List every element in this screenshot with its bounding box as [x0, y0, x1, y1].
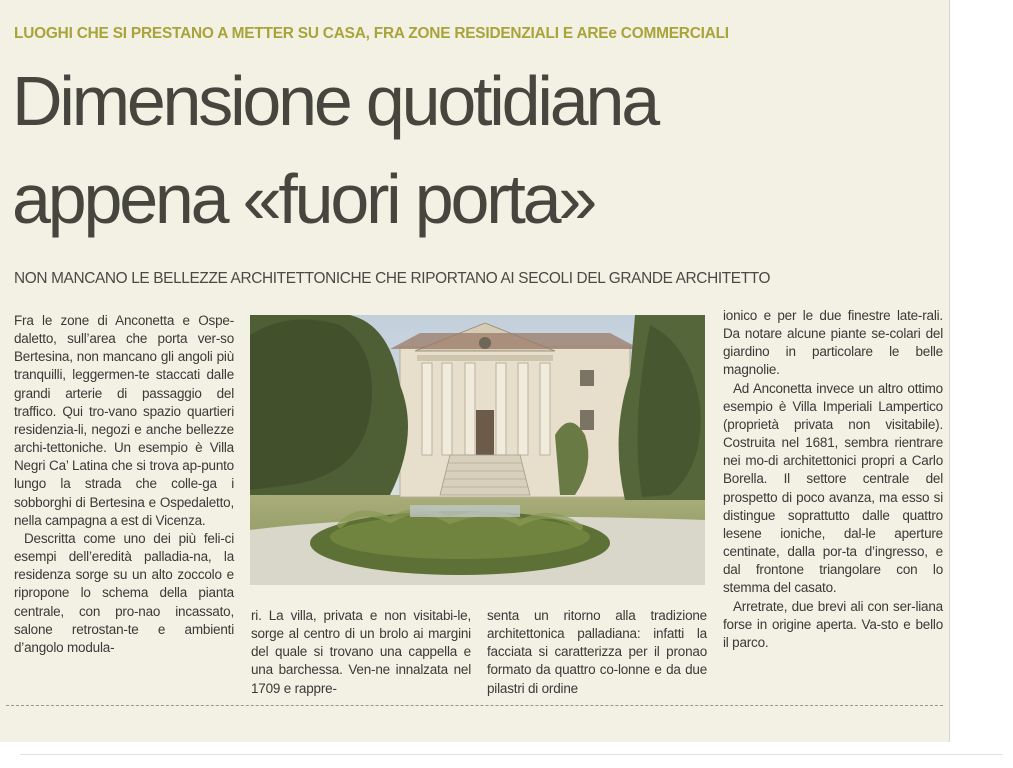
- paragraph: Fra le zone di Anconetta e Ospe-daletto, sull’area che porta ver-so Bertesina, non mancano gli angoli più tranquilli, leggermen-te staccati dalle grandi arterie di passaggio del traffico. Qui tro-vano spazio quartieri residenzia-li, negozi e anche bellezze archi-tettoniche. Un esempio è Villa Negri Ca’ Latina che si trova ap-punto lungo la strada che colle-ga i sobborghi di Bertesina e Ospedaletto, nella campagna a est di Vicenza.: [14, 313, 234, 528]
- text-column-3: [487, 607, 707, 698]
- paragraph: senta un ritorno alla tradizione architettonica palladiana: infatti la facciata si caratterizza per il pronao formato da quattro co-lonne e da due pilastri di ordine: [487, 608, 707, 696]
- kicker: LUOGHI CHE SI PRESTANO A METTER SU CASA, FRA ZONE RESIDENZIALI E AREe COMMERCIALI: [14, 25, 729, 42]
- paragraph: Arretrate, due brevi ali con ser-liana forse in origine aperta. Va-sto e bello il parco.: [723, 598, 943, 650]
- text-column-2: [251, 607, 471, 698]
- villa-photo: [250, 315, 705, 585]
- headline-line-2: appena «fuori porta»: [12, 160, 595, 238]
- paragraph: Descritta come uno dei più feli-ci esempi dell’eredità palladia-na, la residenza sorge su un alto zoccolo e ripropone lo schema della pianta centrale, con pro-nao incassato, salone retrostan-te e ambienti d’angolo modula-: [14, 530, 234, 655]
- paragraph: ionico e per le due finestre late-rali. Da notare alcune piante se-colari del giardino in particolare le belle magnolie.: [723, 308, 943, 378]
- subheadline: NON MANCANO LE BELLEZZE ARCHITETTONICHE CHE RIPORTANO AI SECOLI DEL GRANDE ARCHITETTO: [14, 270, 771, 287]
- bottom-rule: [6, 705, 943, 706]
- text-column-1: [14, 312, 234, 657]
- headline-line-1: Dimensione quotidiana: [12, 62, 657, 140]
- headline: [12, 52, 932, 248]
- paragraph: ri. La villa, privata e non visitabi-le, sorge al centro di un brolo ai margini del quale si trovano una cappella e una barchessa. Ven-ne innalzata nel 1709 e rappre-: [251, 608, 471, 696]
- text-column-4: [723, 307, 943, 652]
- villa-photo-illustration: [250, 315, 705, 585]
- page-margin: [0, 742, 1013, 768]
- paragraph: Ad Anconetta invece un altro ottimo esempio è Villa Imperiali Lampertico (proprietà privata non visitabile). Costruita nel 1681, sembra rientrare nei mo-di architettonici propri a Carlo Borella. Il settore centrale del prospetto di poco avanza, ma esso si distingue soprattutto dalle quattro lesene ioniche, dal-le aperture centinate, dalla por-ta d’ingresso, e dal frontone triangolare con lo stemma del casato.: [723, 380, 943, 596]
